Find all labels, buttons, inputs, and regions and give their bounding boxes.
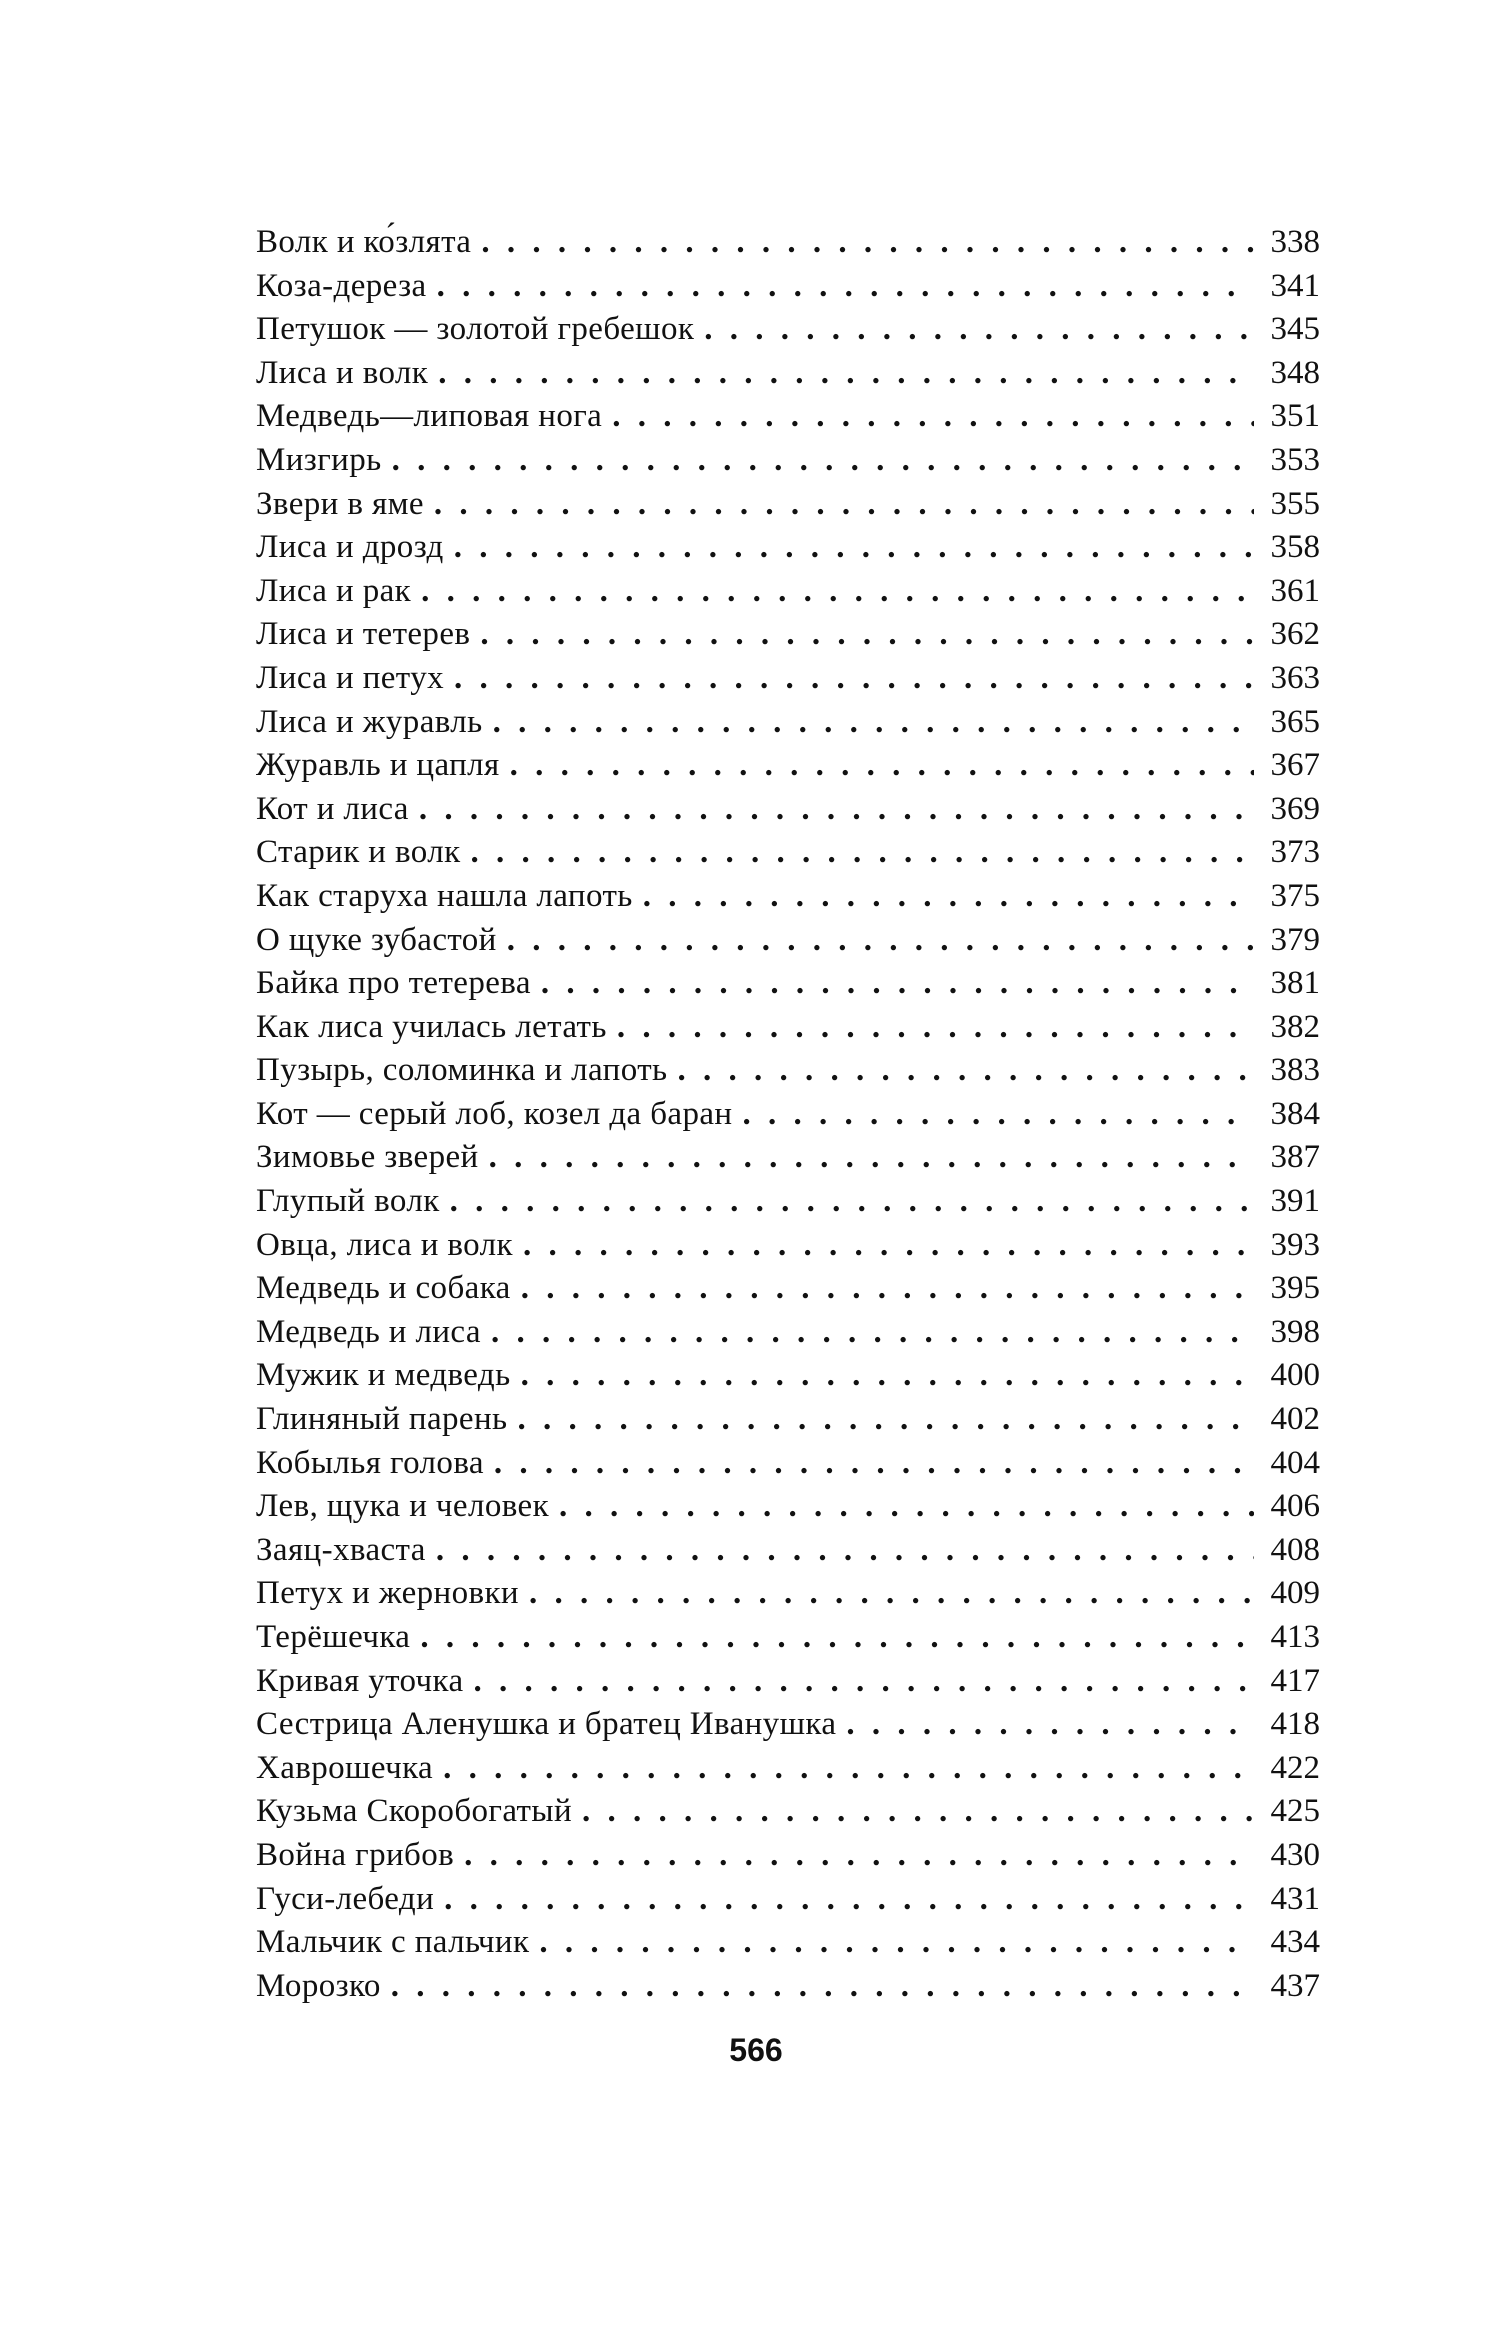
toc-entry [256,1572,1320,1616]
dot-leader [437,265,1254,309]
dot-leader [494,1442,1254,1486]
dot-leader [523,1224,1254,1268]
toc-entry-title: Овца, лиса и волк [256,1226,513,1263]
dot-leader [480,613,1254,657]
toc-entry [256,1180,1320,1224]
toc-entry-page: 353 [1270,441,1320,478]
toc-entry-title: Кузьма Скоробогатый [256,1793,573,1830]
toc-entry [256,1267,1320,1311]
dot-leader [464,1834,1254,1878]
toc-entry-page: 351 [1270,398,1320,435]
toc-entry [256,1834,1320,1878]
toc-entry [256,439,1320,483]
dot-leader [392,439,1254,483]
toc-entry-page: 375 [1270,877,1320,914]
toc-entry-page: 338 [1270,224,1320,260]
toc-entry [256,788,1320,832]
toc-entry-title: О щуке зубастой [256,921,497,958]
dot-leader [643,875,1254,919]
dot-leader [443,1747,1254,1791]
toc-entry-page: 391 [1270,1183,1320,1220]
toc-entry [256,1311,1320,1355]
toc-entry-title: Медведь и лиса [256,1313,481,1350]
toc-entry [256,657,1320,701]
toc-entry [256,701,1320,745]
toc-entry [256,1093,1320,1137]
dot-leader [541,962,1254,1006]
toc-entry-title: Петушок — золотой гребешок [256,311,695,348]
toc-entry-title: Гуси-лебеди [256,1880,435,1917]
toc-entry-title: Глупый волк [256,1183,440,1220]
dot-leader [471,831,1254,875]
toc-entry-page: 398 [1270,1313,1320,1350]
toc-entry [256,483,1320,527]
toc-entry [256,831,1320,875]
toc-entry [256,1442,1320,1486]
toc-entry [256,395,1320,439]
dot-leader [529,1572,1254,1616]
dot-leader [436,1529,1254,1573]
toc-entry-page: 348 [1270,354,1320,391]
toc-entry-title: Глиняный парень [256,1401,508,1438]
dot-leader [846,1703,1254,1747]
dot-leader [454,526,1254,570]
toc-entry-title: Старик и волк [256,834,461,871]
dot-leader [704,308,1254,352]
toc-entry-page: 369 [1270,790,1320,827]
toc-entry-page: 413 [1270,1619,1320,1655]
toc-entry-title: Лиса и дрозд [256,529,444,566]
toc-entry [256,919,1320,963]
toc-entry [256,1965,1320,2009]
toc-entry [256,1354,1320,1398]
toc-entry-page: 363 [1270,659,1320,696]
toc-entry [256,1660,1320,1704]
toc-entry-page: 422 [1270,1749,1320,1786]
toc-entry-page: 387 [1270,1139,1320,1176]
dot-leader [481,221,1254,265]
dot-leader [493,701,1254,745]
toc-entry-title: Мизгирь [256,441,382,478]
toc-entry [256,962,1320,1006]
dot-leader [612,395,1254,439]
toc-entry-page: 383 [1270,1052,1320,1089]
toc-entry-page: 395 [1270,1270,1320,1307]
dot-leader [507,919,1254,963]
toc-entry-title: Коза-дереза [256,267,427,304]
toc-entry-page: 437 [1270,1967,1320,2004]
dot-leader [489,1136,1254,1180]
dot-leader [391,1965,1254,2009]
dot-leader [521,1354,1254,1398]
toc-entry-page: 365 [1270,703,1320,740]
toc-entry-page: 408 [1270,1531,1320,1568]
dot-leader [454,657,1254,701]
toc-entry [256,570,1320,614]
toc-entry-page: 425 [1270,1793,1320,1830]
toc-entry-title: Лиса и журавль [256,703,483,740]
toc-entry [256,1529,1320,1573]
toc-entry-title: Как лиса училась летать [256,1008,607,1045]
toc-entry [256,352,1320,396]
toc-entry-page: 355 [1270,485,1320,522]
toc-entry-title: Лиса и тетерев [256,616,471,653]
toc-entry-page: 431 [1270,1880,1320,1917]
dot-leader [434,483,1254,527]
toc-entry-page: 379 [1270,921,1320,958]
toc-entry-title: Кот и лиса [256,790,409,827]
toc-entry-title: Медведь и собака [256,1270,511,1307]
toc-entry-page: 341 [1270,267,1320,304]
dot-leader [450,1180,1254,1224]
toc-entry-page: 393 [1270,1226,1320,1263]
toc-entry-title: Звери в яме [256,485,424,522]
dot-leader [521,1267,1254,1311]
toc-entry-page: 430 [1270,1836,1320,1873]
dot-leader [474,1660,1254,1704]
toc-entry-title: Журавль и цапля [256,747,500,784]
toc-entry-title: Терёшечка [256,1619,411,1655]
toc-entry [256,1398,1320,1442]
toc-entry-title: Пузырь, соломинка и лапоть [256,1052,668,1089]
toc-entry-page: 434 [1270,1924,1320,1961]
toc-entry [256,744,1320,788]
toc-entry-page: 384 [1270,1095,1320,1132]
toc-entry [256,526,1320,570]
toc-entry-title: Лиса и рак [256,572,412,609]
toc-entry-page: 382 [1270,1008,1320,1045]
toc-entry-page: 373 [1270,834,1320,871]
toc-entry-title: Волк и ко́злята [256,224,472,260]
dot-leader [491,1311,1254,1355]
toc-entry-title: Сестрица Аленушка и братец Иванушка [256,1706,837,1743]
toc-entry [256,1921,1320,1965]
toc-entry-title: Заяц-хваста [256,1531,426,1568]
toc-entry [256,1224,1320,1268]
toc-entry [256,1006,1320,1050]
page-number: 566 [729,2032,783,2068]
toc-entry-title: Лиса и волк [256,354,429,391]
toc-entry-page: 400 [1270,1357,1320,1394]
toc-entry [256,1878,1320,1922]
toc-entry-page: 345 [1270,311,1320,348]
toc-entry-title: Мужик и медведь [256,1357,511,1394]
toc-entry-title: Байка про тетерева [256,965,531,1002]
dot-leader [559,1485,1254,1529]
toc-entry-page: 417 [1270,1662,1320,1699]
toc-entry [256,308,1320,352]
toc-entry [256,1616,1320,1660]
dot-leader [510,744,1254,788]
toc-entry-page: 358 [1270,529,1320,566]
toc-entry-title: Хаврошечка [256,1749,434,1786]
toc-entry-title: Кобылья голова [256,1444,484,1481]
toc-entry-title: Как старуха нашла лапоть [256,877,633,914]
toc-entry-page: 409 [1270,1575,1320,1612]
toc-entry [256,265,1320,309]
toc-entry-page: 381 [1270,965,1320,1002]
table-of-contents [256,221,1320,2008]
dot-leader [677,1049,1254,1093]
dot-leader [444,1878,1254,1922]
toc-entry-title: Зимовье зверей [256,1139,479,1176]
toc-entry-title: Война грибов [256,1836,455,1873]
toc-entry-page: 361 [1270,572,1320,609]
toc-entry-page: 418 [1270,1706,1320,1743]
toc-entry-page: 402 [1270,1401,1320,1438]
dot-leader [421,570,1254,614]
toc-entry-page: 404 [1270,1444,1320,1481]
toc-entry [256,1703,1320,1747]
toc-entry [256,1790,1320,1834]
toc-entry-title: Мальчик с пальчик [256,1924,530,1961]
toc-entry [256,875,1320,919]
toc-entry-page: 362 [1270,616,1320,653]
dot-leader [419,788,1254,832]
toc-entry [256,1136,1320,1180]
toc-entry [256,221,1320,265]
toc-entry [256,1049,1320,1093]
dot-leader [539,1921,1254,1965]
toc-entry-title: Лев, щука и человек [256,1488,550,1525]
toc-entry-title: Морозко [256,1967,381,2004]
toc-entry-title: Кот — серый лоб, козел да баран [256,1095,733,1132]
toc-entry-title: Кривая уточка [256,1662,464,1699]
dot-leader [420,1616,1254,1660]
toc-entry-title: Медведь—липовая нога [256,398,603,435]
dot-leader [517,1398,1254,1442]
toc-entry-title: Лиса и петух [256,659,444,696]
dot-leader [438,352,1254,396]
toc-entry-page: 406 [1270,1488,1320,1525]
toc-entry [256,1747,1320,1791]
toc-entry [256,1485,1320,1529]
dot-leader [742,1093,1254,1137]
toc-entry-title: Петух и жерновки [256,1575,519,1612]
toc-entry-page: 367 [1270,747,1320,784]
dot-leader [617,1006,1254,1050]
toc-entry [256,613,1320,657]
dot-leader [582,1790,1254,1834]
